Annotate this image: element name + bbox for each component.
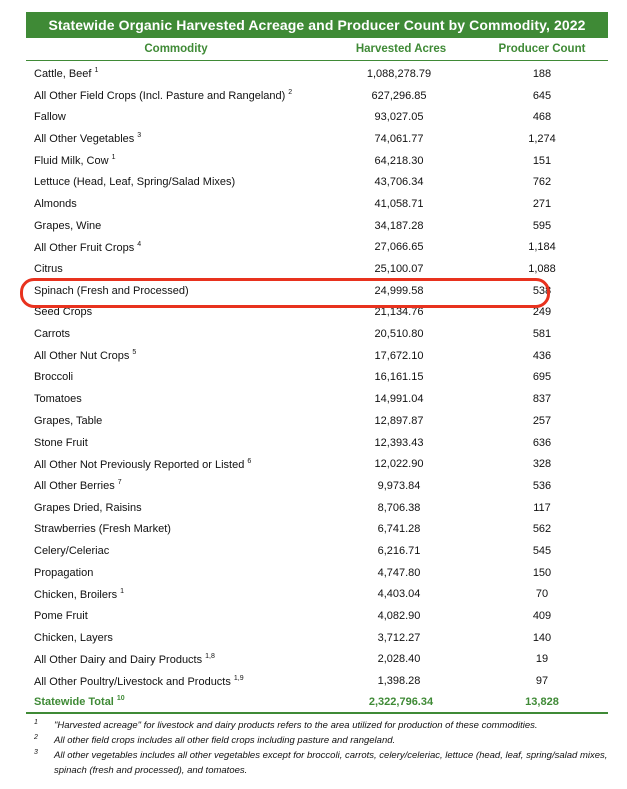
row-commodity xyxy=(26,349,326,362)
commodity-name: Grapes, Wine xyxy=(34,219,102,232)
total-label xyxy=(26,695,326,708)
table-row xyxy=(26,63,608,85)
row-acres: 93,027.05 xyxy=(374,111,424,124)
row-acres: 2,028.40 xyxy=(377,653,421,666)
footnote-mark: 1,9 xyxy=(233,674,244,682)
commodity-name: Seed Crops xyxy=(34,306,93,319)
footnote-mark: 5 xyxy=(132,349,137,357)
footnote xyxy=(26,718,608,733)
table-title: Statewide Organic Harvested Acreage and Producer Count by Commodity, 2022 xyxy=(26,12,608,38)
table-row xyxy=(26,562,608,584)
table-row xyxy=(26,345,608,367)
commodity-name: Strawberries (Fresh Market) xyxy=(34,523,171,536)
table-row xyxy=(26,150,608,172)
header-harvested-acres: Harvested Acres xyxy=(355,43,447,55)
table-row xyxy=(26,193,608,215)
row-acres: 34,187.28 xyxy=(374,219,424,232)
commodity-name: Celery/Celeriac xyxy=(34,544,110,557)
table-row xyxy=(26,258,608,280)
row-commodity xyxy=(26,176,326,188)
table-row xyxy=(26,649,608,671)
row-acres: 627,296.85 xyxy=(371,89,427,102)
row-acres: 21,134.76 xyxy=(374,306,424,319)
table-row xyxy=(26,85,608,107)
commodity-name: All Other Berries xyxy=(34,480,115,493)
table-body xyxy=(26,63,608,692)
row-acres: 27,066.65 xyxy=(374,241,424,254)
header-commodity: Commodity xyxy=(144,43,208,55)
row-commodity xyxy=(26,610,326,622)
row-commodity xyxy=(26,371,326,383)
commodity-table xyxy=(26,12,608,778)
table-row xyxy=(26,540,608,562)
footnote-text: All other field crops includes all other field crops including pasture and rangeland. xyxy=(54,734,396,746)
commodity-name: Cattle, Beef xyxy=(34,68,92,81)
header-producer-count: Producer Count xyxy=(498,43,586,55)
row-acres: 1,398.28 xyxy=(377,675,421,688)
row-commodity xyxy=(26,263,326,275)
row-producers: 636 xyxy=(532,436,552,449)
footnote-number: 3 xyxy=(34,748,38,756)
table-row xyxy=(26,106,608,128)
commodity-name: Propagation xyxy=(34,566,94,579)
commodity-name: All Other Vegetables xyxy=(34,133,135,146)
commodity-name: Tomatoes xyxy=(34,393,82,406)
footnote-text: "Harvested acreage" for livestock and dairy products refers to the area utilized for production of these commodities. xyxy=(54,719,538,731)
row-commodity xyxy=(26,220,326,232)
row-producers: 1,088 xyxy=(528,263,556,276)
commodity-name: Fluid Milk, Cow xyxy=(34,155,109,168)
commodity-name: Pome Fruit xyxy=(34,610,88,623)
footnotes xyxy=(26,718,608,778)
row-acres: 12,897.87 xyxy=(374,414,424,427)
commodity-name: Carrots xyxy=(34,328,71,341)
row-acres: 20,510.80 xyxy=(374,328,424,341)
row-acres: 24,999.58 xyxy=(374,284,424,297)
row-producers: 762 xyxy=(532,176,552,189)
footnote-mark: 1 xyxy=(94,67,99,75)
row-commodity xyxy=(26,393,326,405)
row-producers: 695 xyxy=(532,371,552,384)
row-producers: 97 xyxy=(535,675,549,688)
commodity-name: Grapes Dried, Raisins xyxy=(34,501,142,514)
table-row xyxy=(26,605,608,627)
table-row xyxy=(26,367,608,389)
row-acres: 4,747.80 xyxy=(377,566,421,579)
commodity-name: Spinach (Fresh and Processed) xyxy=(34,284,189,297)
row-acres: 4,082.90 xyxy=(377,610,421,623)
footnote-mark: 6 xyxy=(247,457,252,465)
table-row xyxy=(26,497,608,519)
row-producers: 436 xyxy=(532,349,552,362)
commodity-name: All Other Not Previously Reported or Listed xyxy=(34,458,245,471)
row-commodity xyxy=(26,479,326,492)
row-acres: 64,218.30 xyxy=(374,154,424,167)
commodity-name: All Other Dairy and Dairy Products xyxy=(34,653,203,666)
row-producers: 188 xyxy=(532,67,552,80)
row-acres: 9,973.84 xyxy=(377,479,421,492)
row-producers: 1,184 xyxy=(528,241,556,254)
commodity-name: All Other Fruit Crops xyxy=(34,241,135,254)
row-producers: 545 xyxy=(532,544,552,557)
row-producers: 257 xyxy=(532,414,552,427)
footnote-mark: 1 xyxy=(111,154,116,162)
total-row xyxy=(26,692,608,714)
footnote-mark: 1,8 xyxy=(205,652,215,660)
row-commodity xyxy=(26,198,326,210)
table-row xyxy=(26,584,608,606)
commodity-name: Broccoli xyxy=(34,371,74,384)
row-acres: 12,393.43 xyxy=(374,436,424,449)
row-producers: 645 xyxy=(532,89,552,102)
table-row xyxy=(26,432,608,454)
row-acres: 25,100.07 xyxy=(374,263,424,276)
row-producers: 249 xyxy=(532,306,552,319)
table-row xyxy=(26,128,608,150)
row-producers: 562 xyxy=(532,523,552,536)
row-acres: 74,061.77 xyxy=(374,132,424,145)
table-row xyxy=(26,475,608,497)
footnote-number: 2 xyxy=(34,733,38,741)
commodity-name: Lettuce (Head, Leaf, Spring/Salad Mixes) xyxy=(34,176,236,189)
row-acres: 41,058.71 xyxy=(374,197,424,210)
table-row xyxy=(26,323,608,345)
row-acres: 6,216.71 xyxy=(377,544,421,557)
row-producers: 837 xyxy=(532,393,552,406)
total-footnote-mark: 10 xyxy=(116,695,125,703)
footnote-mark: 3 xyxy=(137,132,142,140)
footnote xyxy=(26,733,608,748)
row-acres: 16,161.15 xyxy=(374,371,424,384)
commodity-name: Almonds xyxy=(34,197,77,210)
row-acres: 12,022.90 xyxy=(374,458,424,471)
row-producers: 151 xyxy=(532,154,552,167)
row-producers: 271 xyxy=(532,197,552,210)
table-row xyxy=(26,453,608,475)
commodity-name: All Other Field Crops (Incl. Pasture and Rangeland) xyxy=(34,90,286,103)
table-row xyxy=(26,518,608,540)
row-producers: 595 xyxy=(532,219,552,232)
row-producers: 538 xyxy=(532,284,552,297)
footnote-text: All other vegetables includes all other vegetables except for broccoli, carrots, celery/celeriac, lettuce (head, leaf, spring/salad mixes, spinach (fresh and processed), and tomatoes. xyxy=(54,749,608,776)
footnote-mark: 2 xyxy=(288,89,293,97)
row-commodity xyxy=(26,67,326,80)
row-acres: 1,088,278.79 xyxy=(366,67,432,80)
row-acres: 4,403.04 xyxy=(377,588,421,601)
commodity-name: All Other Nut Crops xyxy=(34,350,130,363)
highlight-oval xyxy=(20,278,550,308)
row-producers: 536 xyxy=(532,479,552,492)
row-commodity xyxy=(26,241,326,254)
total-producers: 13,828 xyxy=(525,695,559,708)
commodity-name: Citrus xyxy=(34,263,63,276)
row-acres: 43,706.34 xyxy=(374,176,424,189)
row-commodity xyxy=(26,632,326,644)
row-commodity xyxy=(26,458,326,471)
row-producers: 328 xyxy=(532,458,552,471)
row-commodity xyxy=(26,588,326,601)
footnote-mark: 4 xyxy=(137,240,142,248)
row-acres: 3,712.27 xyxy=(377,631,421,644)
table-row xyxy=(26,388,608,410)
table-row xyxy=(26,627,608,649)
row-commodity xyxy=(26,132,326,145)
commodity-name: Grapes, Table xyxy=(34,414,103,427)
row-commodity xyxy=(26,415,326,427)
row-acres: 6,741.28 xyxy=(377,523,421,536)
row-commodity xyxy=(26,653,326,666)
table-row xyxy=(26,171,608,193)
commodity-name: Chicken, Layers xyxy=(34,631,113,644)
commodity-name: All Other Poultry/Livestock and Products xyxy=(34,675,231,688)
row-commodity xyxy=(26,89,326,102)
row-commodity xyxy=(26,523,326,535)
row-producers: 409 xyxy=(532,610,552,623)
row-producers: 581 xyxy=(532,328,552,341)
total-label-text: Statewide Total xyxy=(34,696,114,709)
row-producers: 19 xyxy=(535,653,549,666)
footnote-number: 1 xyxy=(34,718,38,726)
row-producers: 150 xyxy=(532,566,552,579)
row-commodity xyxy=(26,154,326,167)
row-commodity xyxy=(26,306,326,318)
total-acres: 2,322,796.34 xyxy=(368,695,434,708)
row-acres: 14,991.04 xyxy=(374,393,424,406)
row-producers: 1,274 xyxy=(528,132,556,145)
row-producers: 140 xyxy=(532,631,552,644)
table-row xyxy=(26,410,608,432)
commodity-name: Stone Fruit xyxy=(34,436,88,449)
row-commodity xyxy=(26,111,326,123)
row-producers: 468 xyxy=(532,111,552,124)
table-row xyxy=(26,237,608,259)
commodity-name: Fallow xyxy=(34,111,66,124)
row-commodity xyxy=(26,502,326,514)
row-commodity xyxy=(26,328,326,340)
row-commodity xyxy=(26,675,326,688)
table-row xyxy=(26,215,608,237)
row-acres: 8,706.38 xyxy=(377,501,421,514)
row-commodity xyxy=(26,437,326,449)
commodity-name: Chicken, Broilers xyxy=(34,588,118,601)
footnote-mark: 7 xyxy=(117,479,122,487)
table-row xyxy=(26,670,608,692)
row-commodity xyxy=(26,567,326,579)
row-commodity xyxy=(26,545,326,557)
row-acres: 17,672.10 xyxy=(374,349,424,362)
row-producers: 117 xyxy=(533,501,551,514)
footnote xyxy=(26,748,608,778)
table-header xyxy=(26,38,608,61)
footnote-mark: 1 xyxy=(120,587,125,595)
row-producers: 70 xyxy=(535,588,549,601)
